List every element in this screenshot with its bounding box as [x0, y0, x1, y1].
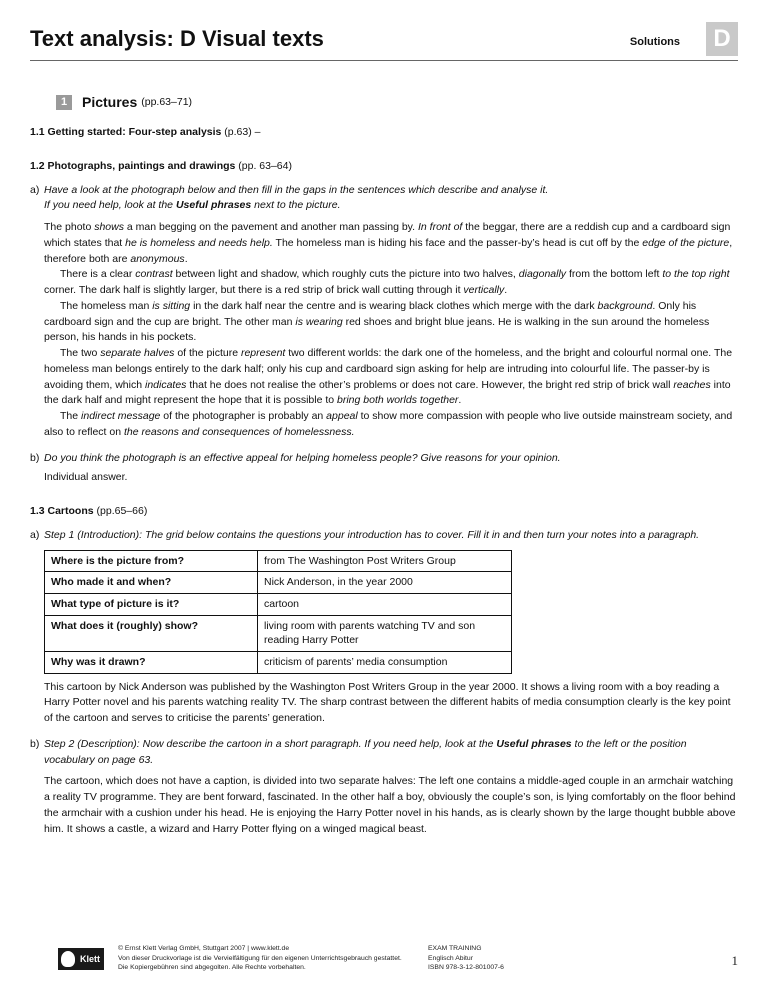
chapter-letter-badge: D	[706, 22, 738, 56]
grid-answer: Nick Anderson, in the year 2000	[258, 572, 512, 594]
grid-row	[45, 593, 512, 615]
subsection-1-2: 1.2 Photographs, paintings and drawings (pp. 63–64)	[30, 159, 292, 172]
grid-question: Where is the picture from?	[45, 550, 258, 572]
task-1-2-a: a) Have a look at the photograph below and then fill in the gaps in the sentences which describe and analyse it. If you need help, look at the Useful phrases next to the picture.	[30, 183, 549, 212]
task-1-3-b: b) Step 2 (Description): Now describe the cartoon in a short paragraph. If you need help, look at the Useful phrases to the left or the position vocabulary on page 63.	[30, 737, 687, 766]
header-rule	[30, 60, 738, 61]
grid-answer: cartoon	[258, 593, 512, 615]
klett-lion-icon	[61, 951, 75, 967]
grid-answer: from The Washington Post Writers Group	[258, 550, 512, 572]
grid-row	[45, 572, 512, 594]
task-1-3-a: a) Step 1 (Introduction): The grid below contains the questions your introduction has to cover. Fill it in and then turn your notes into a paragraph.	[30, 528, 700, 541]
analysis-paragraph: The two separate halves of the picture represent two different worlds: the dark one of the homeless, and the bright and colourful normal one. The homeless man belongs entirely to the dark half; only his cup and cardboard sign asking for help are intruding into colourful life. The passer-by is avoiding them, which indicates that he does not realise the other’s problems or does not care. However, the bright red strip of brick wall reaches into the dark half and might represent the hope that it is possible to bring both worlds together.	[44, 347, 733, 407]
grid-question: Why was it drawn?	[45, 651, 258, 673]
section-heading	[30, 92, 738, 113]
section-title: Pictures	[82, 94, 138, 110]
analysis-paragraph: The photo shows a man begging on the pavement and another man passing by. In front of the beggar, there are a reddish cup and a cardboard sign which states that he is homeless and needs help. The homeless man is hiding his face and the passer-by’s head is cut off by the edge of the picture, therefore both are anonymous.	[44, 221, 733, 265]
individual-answer: Individual answer.	[44, 471, 128, 484]
analysis-paragraph: There is a clear contrast between light and shadow, which roughly cuts the picture into two halves, diagonally from the bottom left to the top right corner. The dark half is slightly larger, but there is a red strip of brick wall cutting through it vertically.	[44, 268, 730, 296]
grid-row	[45, 550, 512, 572]
analysis-paragraph: The homeless man is sitting in the dark half near the centre and is wearing black clothes which merge with the dark background. Only his cardboard sign and the cup are bright. The other man is wearing red shoes and bright blue jeans. He is walking in the sun around the homeless person, his hands in his pockets.	[44, 299, 710, 344]
page-number: 1	[731, 953, 738, 968]
introduction-grid	[44, 550, 512, 674]
grid-row	[45, 651, 512, 673]
grid-answer: criticism of parents’ media consumption	[258, 651, 512, 673]
grid-question: What type of picture is it?	[45, 593, 258, 615]
grid-question: Who made it and when?	[45, 572, 258, 594]
main-content	[30, 92, 738, 837]
analysis-paragraph: The indirect message of the photographer is probably an appeal to show more compassion with people who live outside mainstream society, and also to reflect on the reasons and consequences of homelessness.	[44, 410, 733, 438]
section-pages: (pp.63–71)	[141, 95, 193, 108]
publisher-notice: © Ernst Klett Verlag GmbH, Stuttgart 2007 | www.klett.de Von dieser Druckvorlage ist die Vervielfältigung für den eigenen Unterrichtsgebrauch gestattet. Die Kopiergebühren sind abgegolten. Alle Rechte vorbehalten.	[118, 945, 402, 972]
grid-question: What does it (roughly) show?	[45, 615, 258, 651]
photo-analysis	[44, 220, 738, 441]
description-paragraph: The cartoon, which does not have a caption, is divided into two separate halves: The left one contains a middle-aged couple in an armchair watching a reality TV programme. They are bent forward, fascinated. In the other half a boy, obviously the couple’s son, is lying comfortably on the floor behind the armchair with a cushion under his head. He is enjoying the Harry Potter novel in his hands, as is clearly shown by the large thought bubble above him. It shows a castle, a wizard and Harry Potter flying on a winged magical beast.	[44, 775, 736, 835]
page-title: Text analysis: D Visual texts	[30, 26, 324, 51]
subsection-1-3: 1.3 Cartoons (pp.65–66)	[30, 505, 148, 517]
grid-row	[45, 615, 512, 651]
page-footer	[58, 936, 738, 976]
subsection-1-1: 1.1 Getting started: Four-step analysis (p.63) –	[30, 126, 261, 138]
page-header	[30, 22, 738, 58]
exam-info: EXAM TRAINING Englisch Abitur ISBN 978-3-12-801007-6	[428, 945, 504, 972]
section-number-badge: 1	[56, 95, 72, 110]
klett-logo: Klett	[58, 948, 104, 970]
solutions-label: Solutions	[629, 36, 680, 48]
grid-answer: living room with parents watching TV and son reading Harry Potter	[258, 615, 512, 651]
task-1-2-b: b) Do you think the photograph is an effective appeal for helping homeless people? Give reasons for your opinion.	[30, 451, 561, 464]
introduction-paragraph: This cartoon by Nick Anderson was published by the Washington Post Writers Group in the year 2000. It shows a living room with a boy reading a Harry Potter novel and his parents watching reality TV. The sharp contrast between the different habits of media consumption clearly is the key point of the cartoon and serves to criticise the parents’ generation.	[44, 680, 731, 725]
